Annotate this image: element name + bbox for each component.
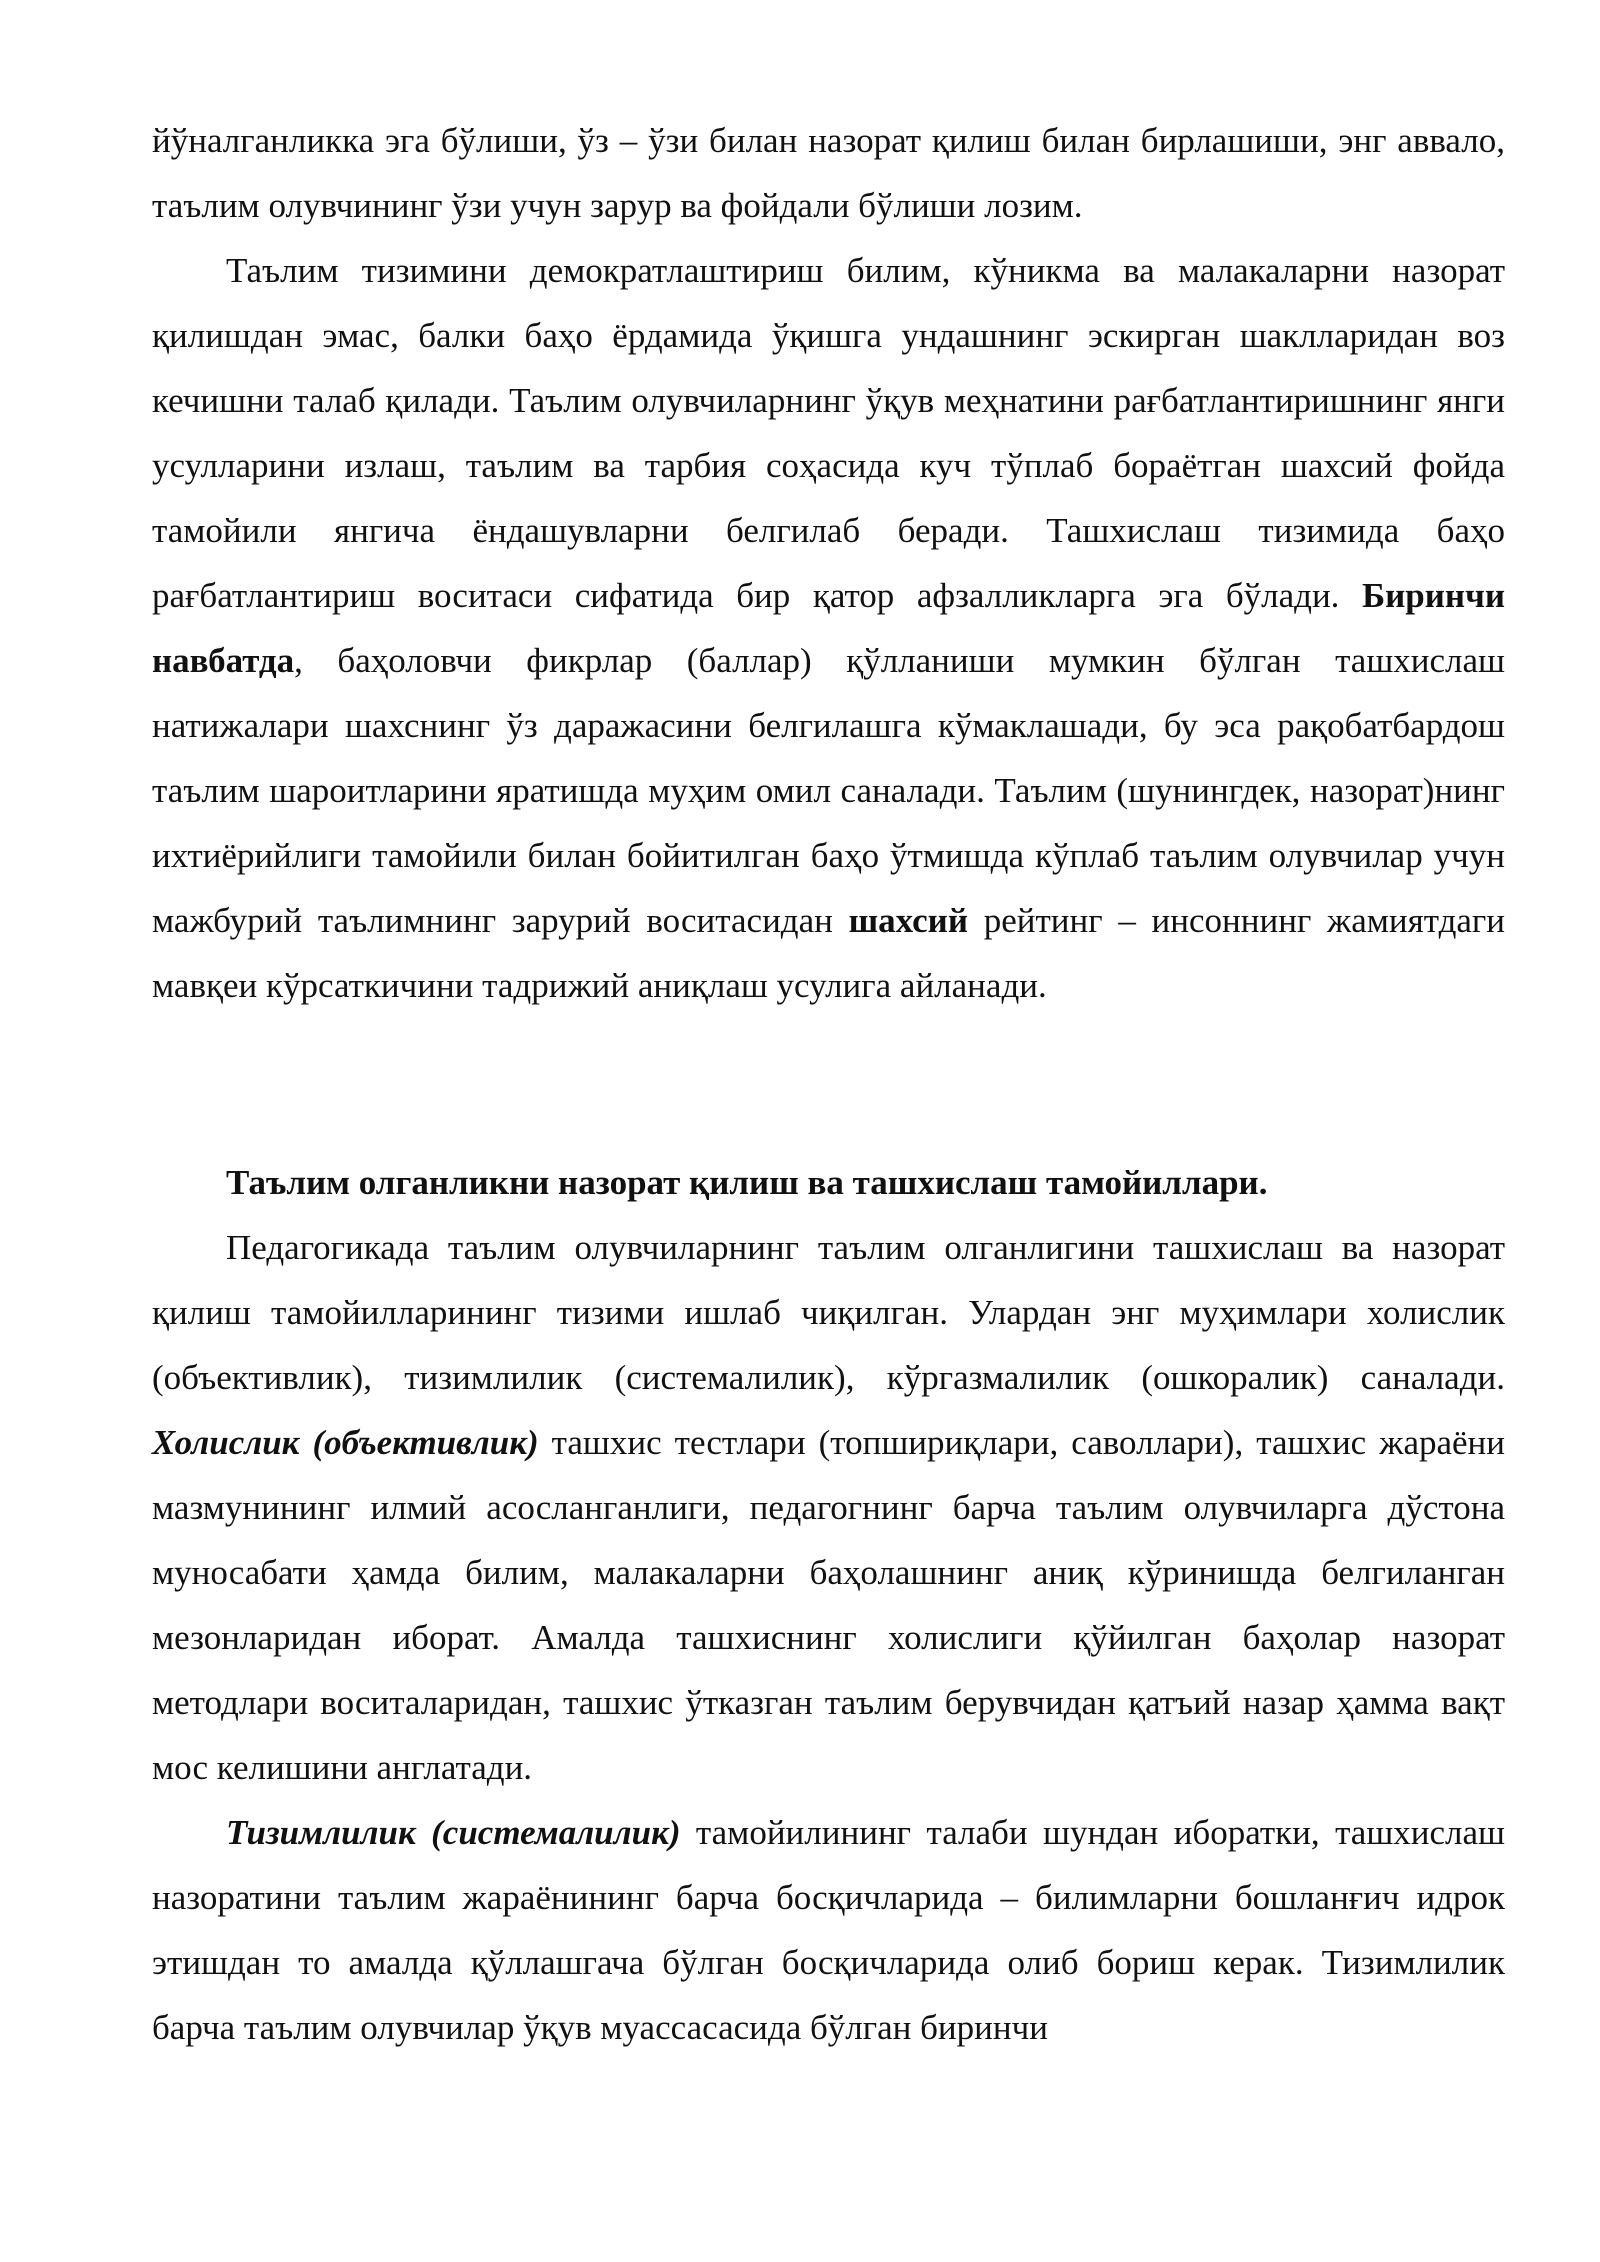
paragraph-1 <box>152 108 1505 238</box>
paragraph-2-text-a: Таълим тизимини демократлаштириш билим, кўникма ва малакаларни назорат қилишдан эмас, балки баҳо ёрдамида ўқишга ундашнинг эскирган шаклларидан воз кечишни талаб қилади. Таълим олувчиларнинг ўқув меҳнатини рағбатлантиришнинг янги усулларини излаш, таълим ва тарбия соҳасида куч тўплаб бораётган шахсий фойда тамойили янгича ёндашувларни белгилаб беради. Ташхислаш тизимида баҳо рағбатлантириш воситаси сифатида бир қатор афзалликларга эга бўлади. <box>152 251 1505 615</box>
paragraph-3-text-a: Педагогикада таълим олувчиларнинг таълим олганлигини ташхислаш ва назорат қилиш тамойилларининг тизими ишлаб чиқилган. Улардан энг муҳимлари холислик (объективлик), тизимлилик (системалилик), кўргазмалилик (ошкоралик) саналади. <box>152 1228 1505 1397</box>
paragraph-4 <box>152 1800 1505 2060</box>
paragraph-3-term-objectivity: Холислик (объективлик) <box>152 1423 539 1462</box>
paragraph-2 <box>152 238 1505 1018</box>
paragraph-3-text-b: ташхис тестлари (топшириқлари, саволлари), ташхис жараёни мазмунининг илмий асосланганлиги, педагогнинг барча таълим олувчиларга дўстона муносабати ҳамда билим, малакаларни баҳолашнинг аниқ кўринишда белгиланган мезонларидан иборат. Амалда ташхиснинг холислиги қўйилган баҳолар назорат методлари воситаларидан, ташхис ўтказган таълим берувчидан қатъий назар ҳамма вақт мос келишини англатади. <box>152 1423 1506 1787</box>
paragraph-3 <box>152 1215 1505 1800</box>
paragraph-2-text-c: рейтинг – инсоннинг жамиятдаги мавқеи кўрсаткичини тадрижий аниқлаш усулига айланади. <box>152 901 1506 1005</box>
paragraph-2-bold-first-turn: Биринчи навбатда <box>152 576 1506 680</box>
section-heading: Таълим олганликни назорат қилиш ва ташхислаш тамойиллари. <box>226 1163 1268 1202</box>
paragraph-4-text-a: тамойилининг талаби шундан иборатки, ташхислаш назоратини таълим жараёнининг барча босқичларида – билимларни бошланғич идрок этишдан то амалда қўллашгача бўлган босқичларида олиб бориш керак. Тизимлилик барча таълим олувчилар ўқув муассасасида бўлган биринчи <box>152 1813 1506 2047</box>
paragraph-1-text: йўналганликка эга бўлиши, ўз – ўзи билан назорат қилиш билан бирлашиши, энг аввало, таълим олувчининг ўзи учун зарур ва фойдали бўлиши лозим. <box>152 121 1505 225</box>
paragraph-2-bold-personal: шахсий <box>848 901 969 940</box>
paragraph-4-term-systematicity: Тизимлилик (системалилик) <box>226 1813 681 1852</box>
paragraph-2-text-b: , баҳоловчи фикрлар (баллар) қўлланиши мумкин бўлган ташхислаш натижалари шахснинг ўз даражасини белгилашга кўмаклашади, бу эса рақобатбардош таълим шароитларини яратишда муҳим омил саналади. Таълим (шунингдек, назорат)нинг ихтиёрийлиги тамойили билан бойитилган баҳо ўтмишда кўплаб таълим олувчилар учун мажбурий таълимнинг зарурий воситасидан <box>152 641 1505 940</box>
document-page <box>152 108 1505 2060</box>
